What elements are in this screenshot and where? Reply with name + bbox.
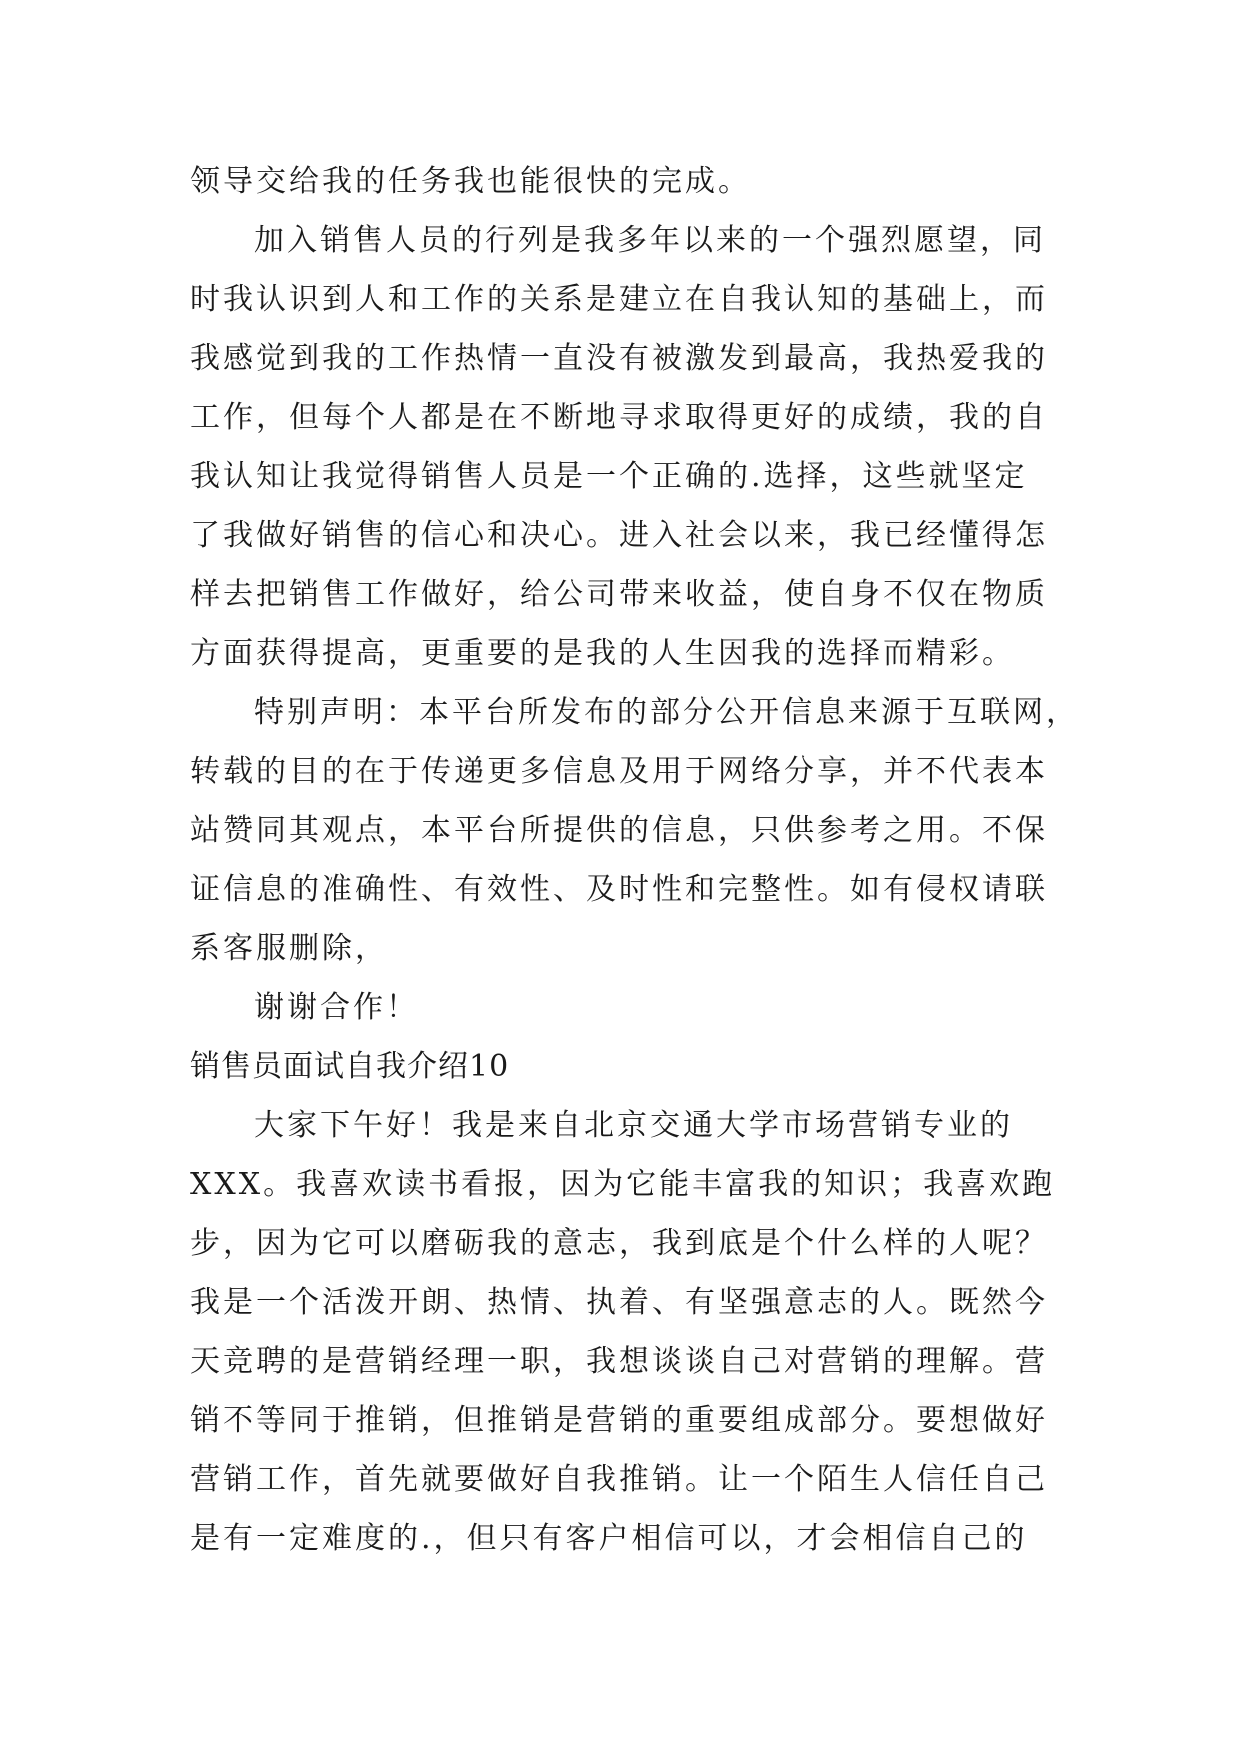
text-line: 系客服删除， [190,931,388,966]
text-line: 是有一定难度的.，但只有客户相信可以，才会相信自己的 [190,1521,1028,1556]
text-line: 我感觉到我的工作热情一直没有被激发到最高，我热爱我的 [190,341,1048,376]
text-line: XXX。我喜欢读书看报，因为它能丰富我的知识；我喜欢跑 [190,1167,1056,1202]
text-line: 天竞聘的是营销经理一职，我想谈谈自己对营销的理解。营 [190,1344,1048,1379]
text-line: 时我认识到人和工作的关系是建立在自我认知的基础上，而 [190,282,1048,317]
text-line: 证信息的准确性、有效性、及时性和完整性。如有侵权请联 [190,872,1048,907]
text-line: 工作，但每个人都是在不断地寻求取得更好的成绩，我的自 [190,400,1048,435]
section-heading: 销售员面试自我介绍10 [190,1049,510,1084]
text-line: 转载的目的在于传递更多信息及用于网络分享，并不代表本 [190,754,1048,789]
text-line: 我是一个活泼开朗、热情、执着、有坚强意志的人。既然今 [190,1285,1048,1320]
text-line: 营销工作，首先就要做好自我推销。让一个陌生人信任自己 [190,1462,1048,1497]
text-line: 领导交给我的任务我也能很快的完成。 [190,164,751,199]
text-line: 销不等同于推销，但推销是营销的重要组成部分。要想做好 [190,1403,1048,1438]
text-line: 站赞同其观点，本平台所提供的信息，只供参考之用。不保 [190,813,1048,848]
thanks-line: 谢谢合作！ [254,990,419,1025]
paragraph-start-line: 加入销售人员的行列是我多年以来的一个强烈愿望，同 [254,223,1046,258]
text-line: 我认知让我觉得销售人员是一个正确的.选择，这些就坚定 [190,459,1028,494]
document-body [190,152,1090,1568]
text-line: 方面获得提高，更重要的是我的人生因我的选择而精彩。 [190,636,1015,671]
paragraph-start-line: 大家下午好！我是来自北京交通大学市场营销专业的 [254,1108,1013,1143]
disclaimer-start-line: 特别声明：本平台所发布的部分公开信息来源于互联网， [254,695,1079,730]
text-line: 样去把销售工作做好，给公司带来收益，使自身不仅在物质 [190,577,1048,612]
text-line: 步，因为它可以磨砺我的意志，我到底是个什么样的人呢？ [190,1226,1048,1261]
text-line: 了我做好销售的信心和决心。进入社会以来，我已经懂得怎 [190,518,1048,553]
